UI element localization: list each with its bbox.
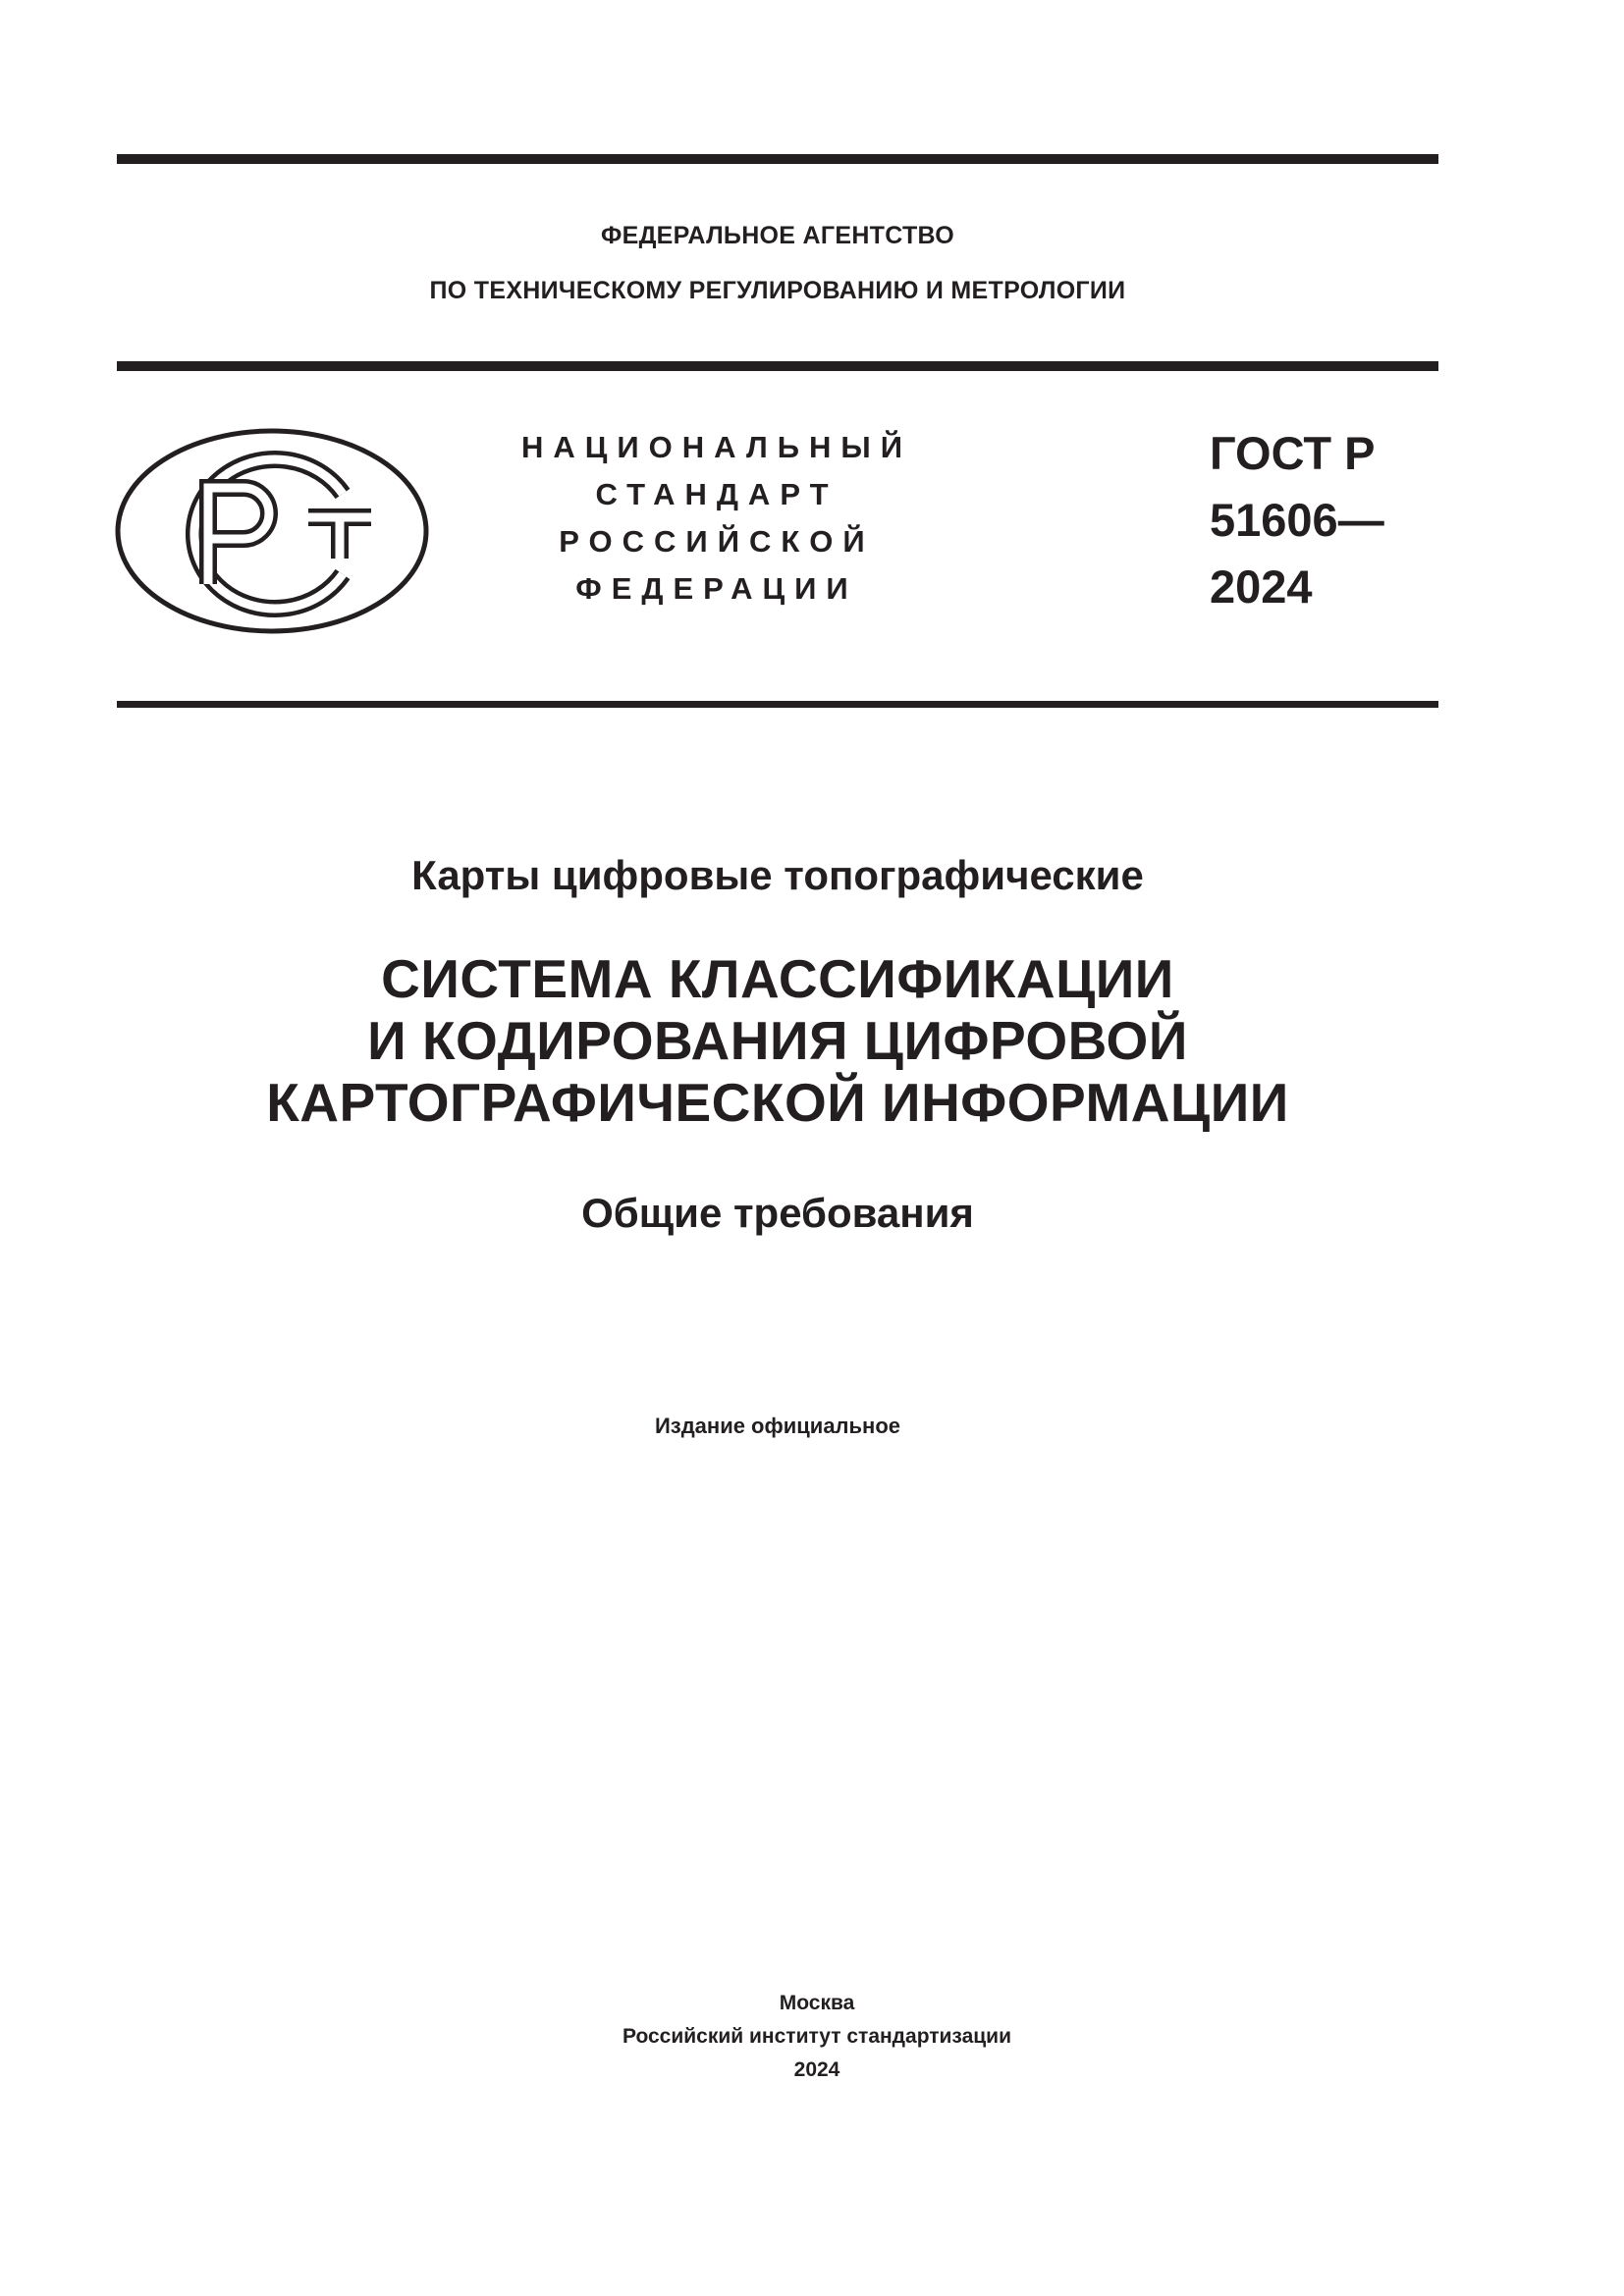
imprint-year: 2024 bbox=[793, 2058, 840, 2081]
designation-line-2: 51606— bbox=[1210, 494, 1384, 546]
standard-type-line-2: СТАНДАРТ bbox=[595, 477, 839, 511]
standard-designation bbox=[1210, 420, 1384, 620]
standard-type bbox=[461, 424, 972, 613]
main-title-line-2: И КОДИРОВАНИЯ ЦИФРОВОЙ bbox=[367, 1010, 1188, 1071]
main-title-line-3: КАРТОГРАФИЧЕСКОЙ ИНФОРМАЦИИ bbox=[266, 1072, 1289, 1133]
imprint-publisher: Российский институт стандартизации bbox=[622, 2025, 1012, 2048]
header-rule bbox=[117, 361, 1438, 371]
title-part: Общие требования bbox=[581, 1190, 974, 1236]
main-title bbox=[98, 948, 1457, 1134]
logo-block-rule bbox=[117, 701, 1438, 708]
title-group: Карты цифровые топографические bbox=[411, 852, 1144, 898]
agency-name-line-2: ПО ТЕХНИЧЕСКОМУ РЕГУЛИРОВАНИЮ И МЕТРОЛОГИИ bbox=[429, 277, 1126, 304]
standard-type-line-4: ФЕДЕРАЦИИ bbox=[575, 571, 858, 606]
designation-line-3: 2024 bbox=[1210, 561, 1313, 613]
top-rule bbox=[117, 154, 1438, 164]
edition-label: Издание официальное bbox=[654, 1414, 901, 1438]
imprint bbox=[117, 1987, 1517, 2087]
agency-name-line-1: ФЕДЕРАЛЬНОЕ АГЕНТСТВО bbox=[600, 222, 955, 249]
standard-type-line-1: НАЦИОНАЛЬНЫЙ bbox=[520, 430, 913, 464]
rst-certification-mark-icon bbox=[114, 427, 430, 635]
main-title-line-1: СИСТЕМА КЛАССИФИКАЦИИ bbox=[381, 948, 1174, 1009]
imprint-city: Москва bbox=[779, 1992, 855, 2014]
designation-line-1: ГОСТ Р bbox=[1210, 427, 1376, 479]
standard-type-line-3: РОССИЙСКОЙ bbox=[559, 524, 875, 559]
